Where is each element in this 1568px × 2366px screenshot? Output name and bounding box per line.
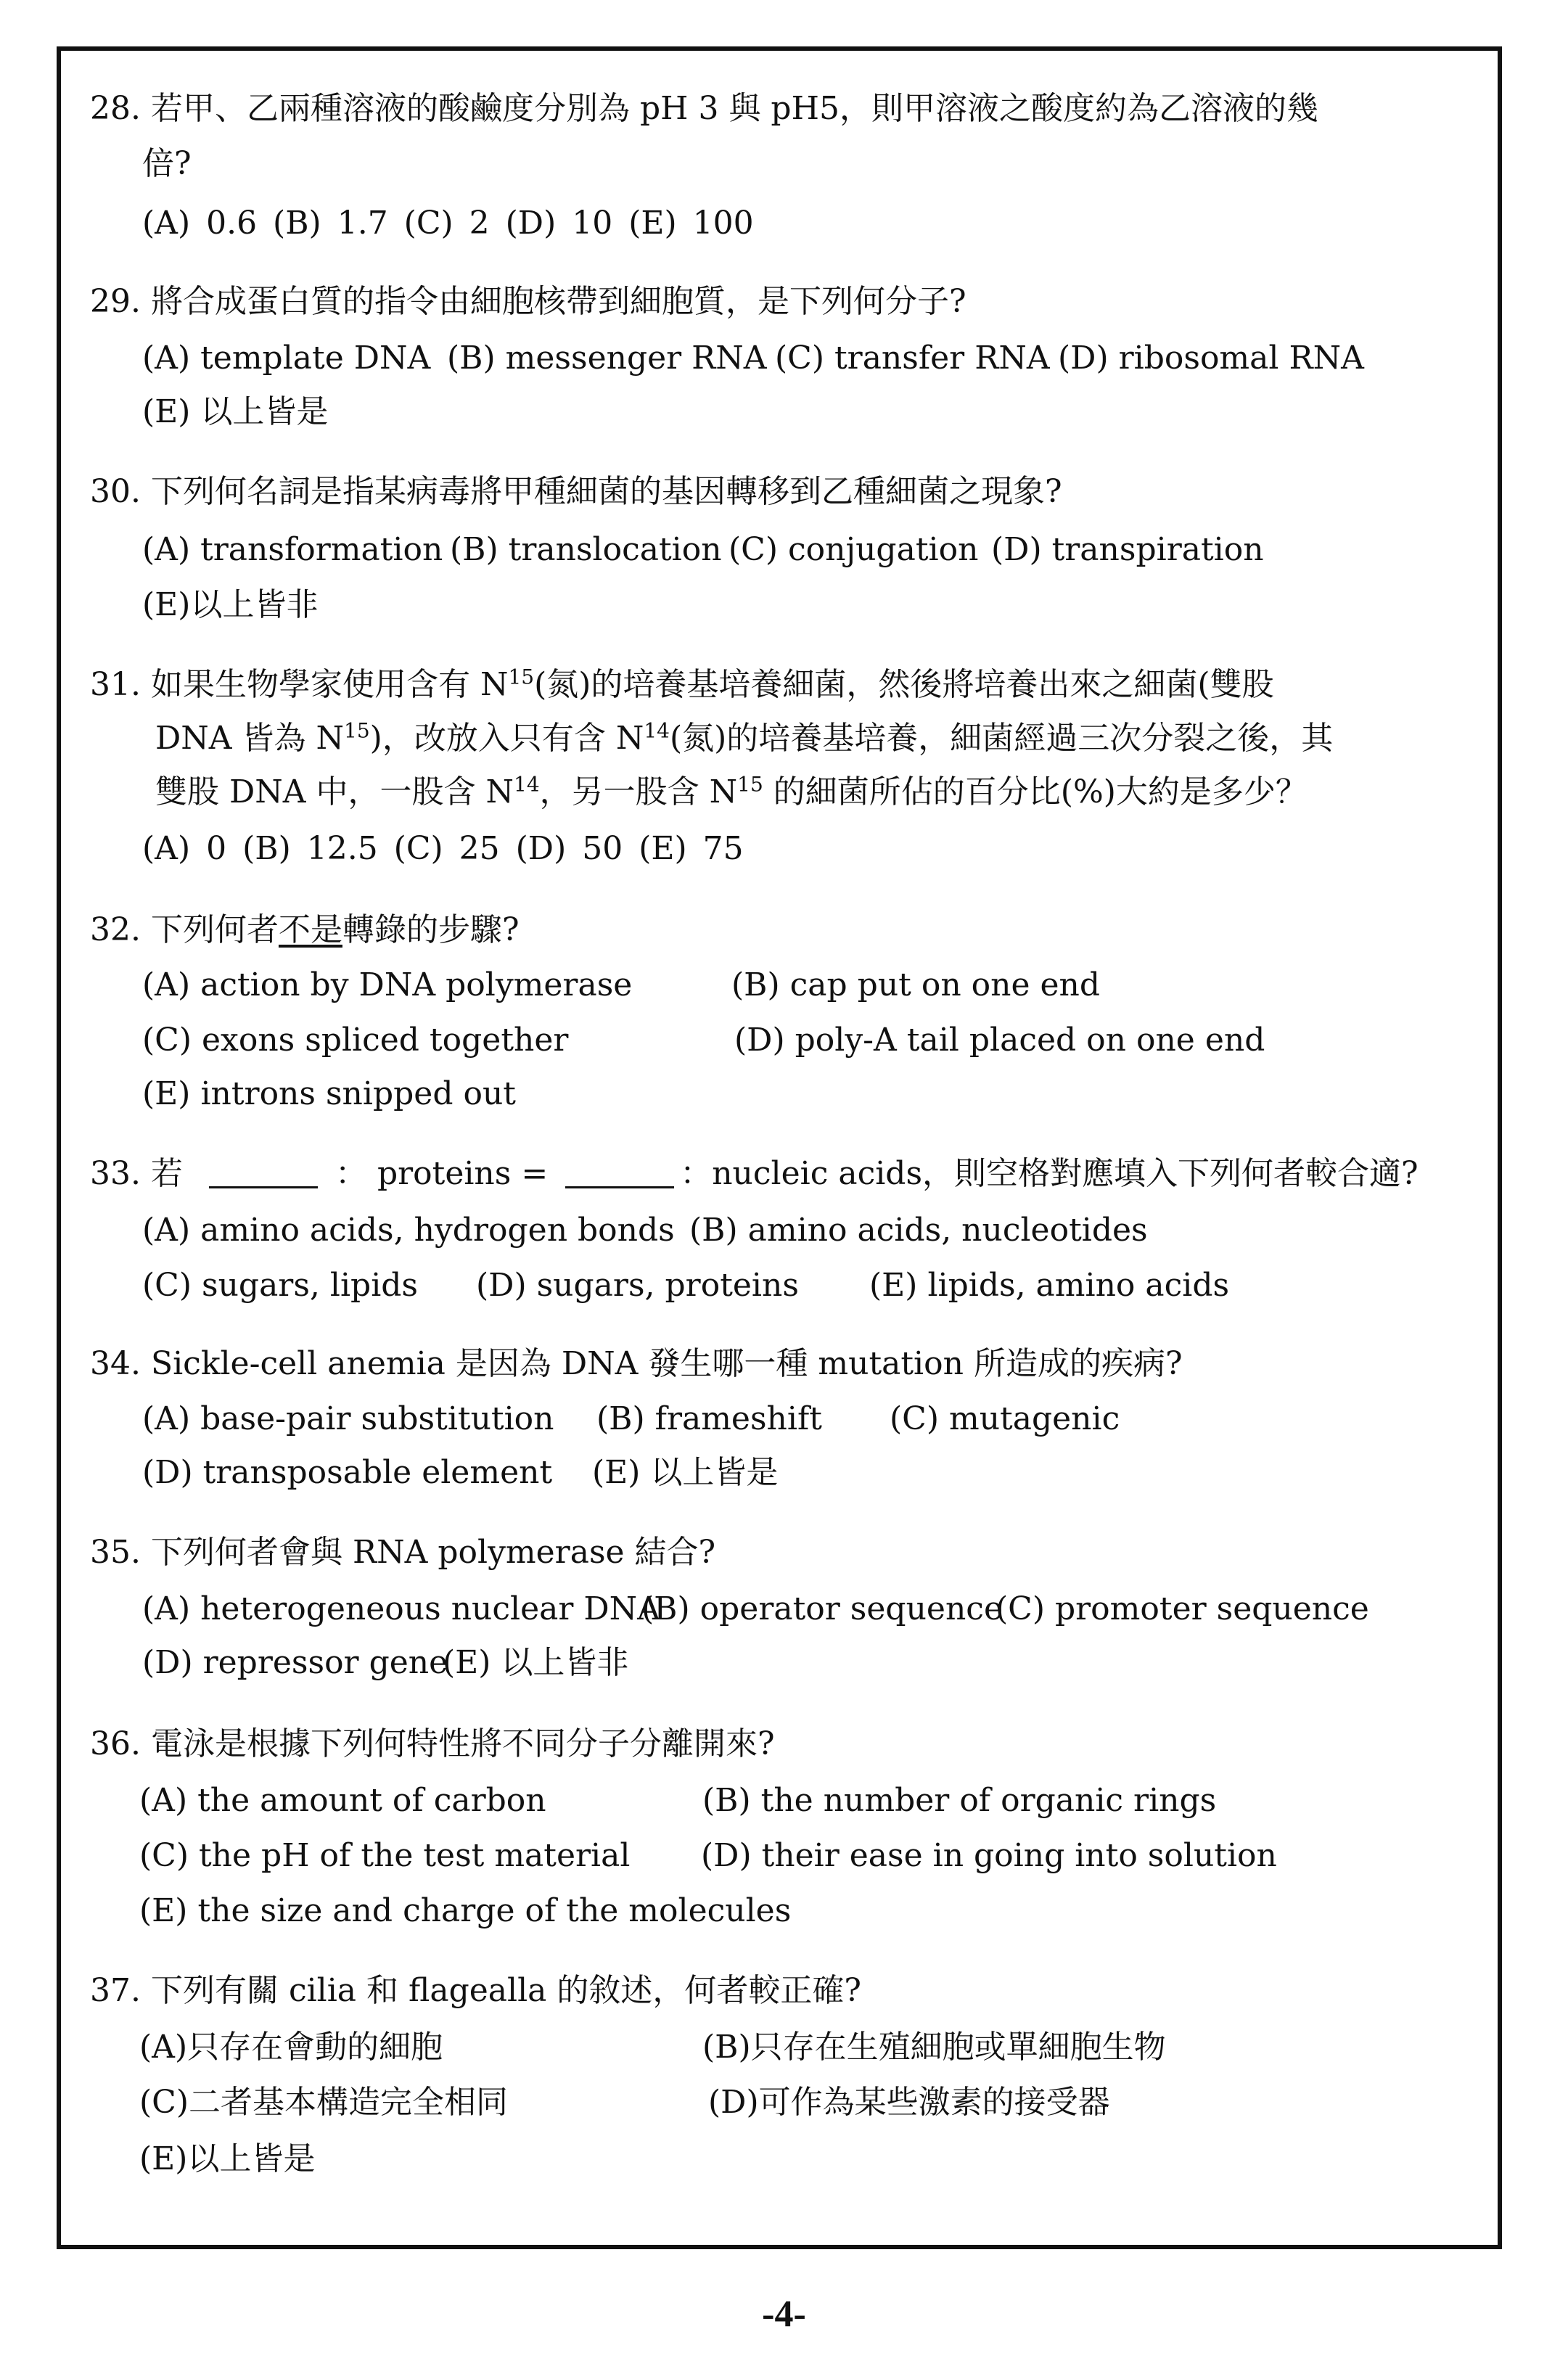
q28-stem-line2: 倍? xyxy=(142,145,192,182)
q29-option-a: (A) template DNA xyxy=(142,340,431,377)
q35-option-d: (D) repressor gene xyxy=(142,1644,448,1681)
q35-stem: 35. 下列何者會與 RNA polymerase 結合? xyxy=(90,1534,716,1571)
q30-option-c: (C) conjugation xyxy=(728,531,979,568)
q33-option-b: (B) amino acids, nucleotides xyxy=(689,1212,1148,1249)
q35-option-e: (E) 以上皆非 xyxy=(443,1644,629,1681)
q35-option-c: (C) promoter sequence xyxy=(996,1590,1369,1627)
q33-option-c: (C) sugars, lipids xyxy=(142,1267,419,1304)
q34-option-d: (D) transposable element xyxy=(142,1454,553,1491)
q32-option-c: (C) exons spliced together xyxy=(142,1022,569,1059)
q32-option-a: (A) action by DNA polymerase xyxy=(142,966,633,1003)
q30-option-d: (D) transpiration xyxy=(991,531,1264,568)
q33-option-e: (E) lipids, amino acids xyxy=(869,1267,1230,1304)
q37-stem: 37. 下列有關 cilia 和 flagealla 的敘述，何者較正確? xyxy=(90,1972,861,2009)
q34-stem: 34. Sickle-cell anemia 是因為 DNA 發生哪一種 mutation 所造成的疾病? xyxy=(90,1345,1183,1382)
q32-option-e: (E) introns snipped out xyxy=(142,1075,516,1112)
q37-option-d: (D)可作為某些激素的接受器 xyxy=(708,2084,1110,2121)
q32-option-d: (D) poly-A tail placed on one end xyxy=(734,1022,1265,1059)
q36-stem: 36. 電泳是根據下列何特性將不同分子分離開來? xyxy=(90,1725,775,1762)
q33-option-a: (A) amino acids, hydrogen bonds xyxy=(142,1212,675,1249)
q31-options: (A) 0 (B) 12.5 (C) 25 (D) 50 (E) 75 xyxy=(142,830,744,867)
q33-blank-1 xyxy=(209,1186,318,1188)
q35-option-b: (B) operator sequence xyxy=(641,1590,1003,1627)
q34-option-a: (A) base-pair substitution xyxy=(142,1400,554,1437)
page-number: -4- xyxy=(762,2293,806,2335)
q33-stem: 33. 若 ： proteins = ：nucleic acids，則空格對應填入下列何者較合適? xyxy=(90,1155,1419,1192)
q34-option-e: (E) 以上皆是 xyxy=(592,1454,779,1491)
q32-option-b: (B) cap put on one end xyxy=(731,966,1101,1003)
q29-stem: 29. 將合成蛋白質的指令由細胞核帶到細胞質，是下列何分子? xyxy=(90,283,966,320)
q32-emphasis: 不是 xyxy=(278,911,342,948)
q34-option-b: (B) frameshift xyxy=(596,1400,822,1437)
q31-stem-line2: DNA 皆為 $N^{15}$)，改放入只有含 $N^{14}$(氮)的培養基培養，細菌經過三次分裂之後，其 xyxy=(155,718,1334,757)
q33-option-d: (D) sugars, proteins xyxy=(476,1267,799,1304)
q34-option-c: (C) mutagenic xyxy=(890,1400,1120,1437)
q29-option-d: (D) ribosomal RNA xyxy=(1058,340,1364,377)
q28-options: (A) 0.6 (B) 1.7 (C) 2 (D) 10 (E) 100 xyxy=(142,205,754,242)
q33-blank-2 xyxy=(565,1186,674,1188)
q37-option-e: (E)以上皆是 xyxy=(139,2140,316,2177)
q37-option-b: (B)只存在生殖細胞或單細胞生物 xyxy=(702,2029,1166,2066)
q31-stem-line3: 雙股 DNA 中，一股含 $N^{14}$，另一股含 $N^{15}$ 的細菌所佔的百分比(%)大約是多少？ xyxy=(155,772,1308,810)
q29-option-e: (E) 以上皆是 xyxy=(142,393,329,430)
q37-option-a: (A)只存在會動的細胞 xyxy=(139,2029,443,2066)
q31-stem-line1: 31. 如果生物學家使用含有 $N^{15}$(氮)的培養基培養細菌，然後將培養出來之細菌(雙股 xyxy=(90,665,1274,703)
q32-stem: 32. 下列何者不是轉錄的步驟? xyxy=(90,911,520,948)
q28-stem-line1: 28. 若甲、乙兩種溶液的酸鹼度分別為 pH 3 與 pH5，則甲溶液之酸度約為乙溶液的幾 xyxy=(90,90,1318,127)
q36-option-c: (C) the pH of the test material xyxy=(139,1837,631,1874)
q29-option-b: (B) messenger RNA xyxy=(447,340,767,377)
q30-option-a: (A) transformation xyxy=(142,531,443,568)
q35-option-a: (A) heterogeneous nuclear DNA xyxy=(142,1590,660,1627)
q30-option-e: (E)以上皆非 xyxy=(142,586,319,623)
q30-stem: 30. 下列何名詞是指某病毒將甲種細菌的基因轉移到乙種細菌之現象? xyxy=(90,473,1062,510)
q29-option-c: (C) transfer RNA xyxy=(775,340,1050,377)
q30-option-b: (B) translocation xyxy=(450,531,722,568)
q36-option-d: (D) their ease in going into solution xyxy=(701,1837,1277,1874)
q36-option-a: (A) the amount of carbon xyxy=(139,1782,546,1819)
q36-option-e: (E) the size and charge of the molecules xyxy=(139,1892,792,1929)
q36-option-b: (B) the number of organic rings xyxy=(702,1782,1217,1819)
q37-option-c: (C)二者基本構造完全相同 xyxy=(139,2084,508,2121)
